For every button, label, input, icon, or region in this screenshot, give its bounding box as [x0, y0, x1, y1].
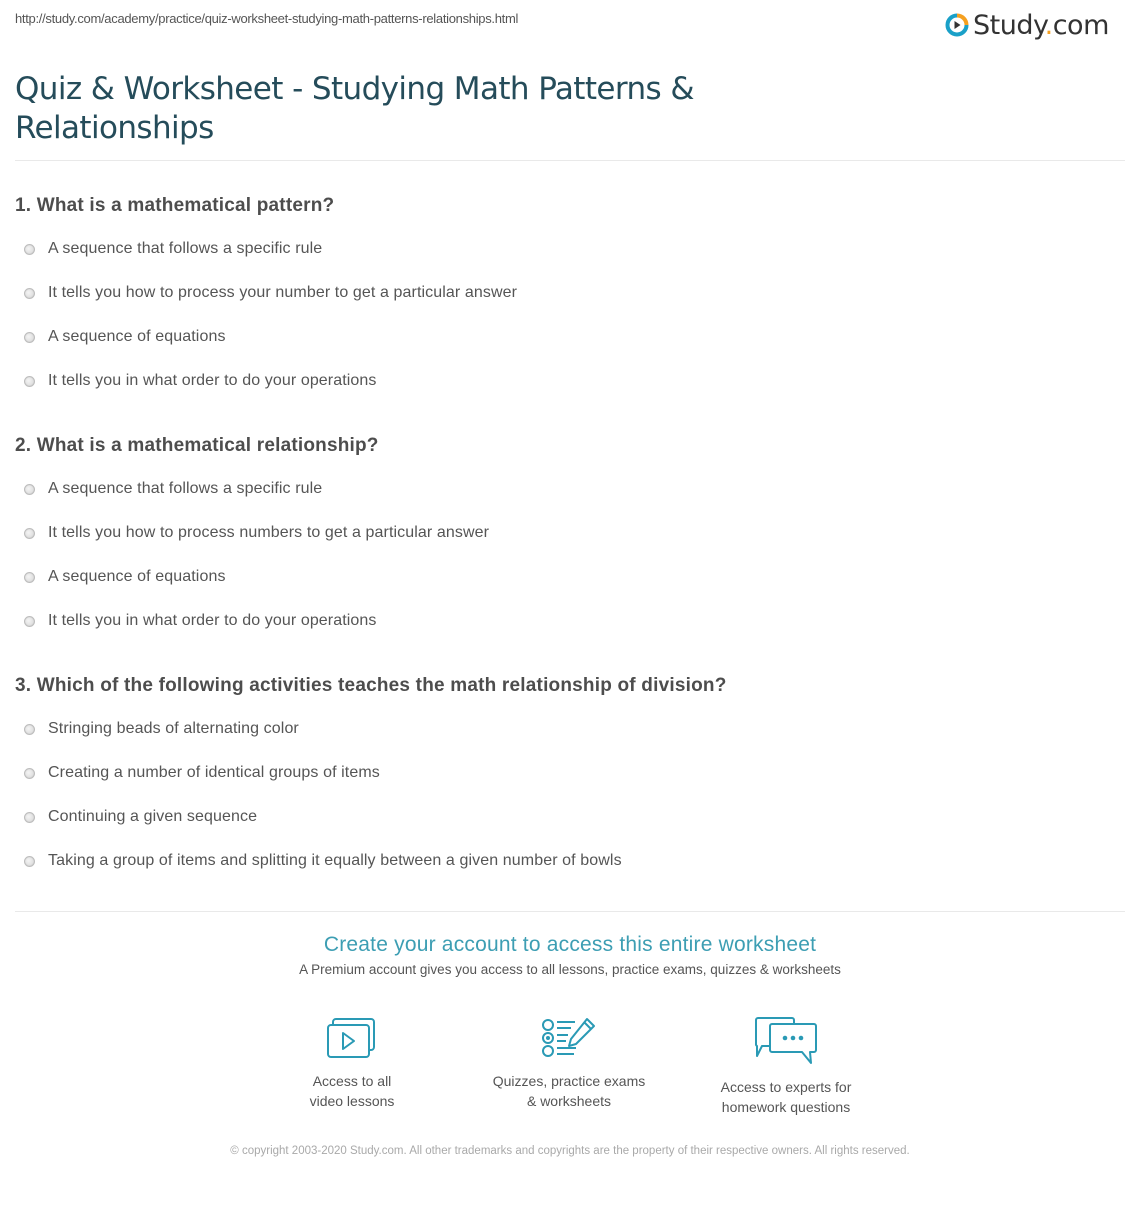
question-title: 1. What is a mathematical pattern? — [15, 195, 335, 216]
answer-list — [15, 467, 489, 643]
page-title: Quiz & Worksheet - Studying Math Patterns & Relationships — [15, 71, 694, 146]
answer-option[interactable]: It tells you in what order to do your operations — [15, 359, 517, 403]
feature-experts — [686, 1016, 886, 1117]
answer-list — [15, 707, 727, 883]
answer-option[interactable]: A sequence that follows a specific rule — [15, 467, 489, 511]
chat-bubbles-icon — [754, 1016, 818, 1066]
feature-label: Access to all video lessons — [309, 1073, 395, 1109]
answer-option[interactable]: Stringing beads of alternating color — [15, 707, 727, 751]
question-1 — [15, 194, 517, 403]
create-account-link[interactable]: Create your account to access this entire worksheet — [323, 933, 817, 956]
logo-text: Study.com — [973, 9, 1109, 41]
answer-option[interactable]: It tells you in what order to do your operations — [15, 599, 489, 643]
answer-list — [15, 227, 517, 403]
copyright-footer: © copyright 2003-2020 Study.com. All other trademarks and copyrights are the property of their respective owners. All rights reserved. — [230, 1145, 910, 1157]
radio-button[interactable] — [24, 572, 35, 583]
radio-button[interactable] — [24, 332, 35, 343]
feature-label: Access to experts for homework questions — [720, 1079, 852, 1115]
divider-bottom — [15, 911, 1125, 912]
radio-button[interactable] — [24, 812, 35, 823]
feature-video-lessons — [252, 1016, 452, 1111]
radio-button[interactable] — [24, 616, 35, 627]
answer-option[interactable]: A sequence of equations — [15, 555, 489, 599]
answer-option[interactable]: A sequence that follows a specific rule — [15, 227, 517, 271]
divider-top — [15, 160, 1125, 161]
question-title: 2. What is a mathematical relationship? — [15, 435, 379, 456]
question-title: 3. Which of the following activities teaches the math relationship of division? — [15, 675, 727, 696]
radio-button[interactable] — [24, 528, 35, 539]
radio-button[interactable] — [24, 484, 35, 495]
question-3 — [15, 674, 727, 883]
radio-button[interactable] — [24, 856, 35, 867]
answer-option[interactable]: It tells you how to process your number to get a particular answer — [15, 271, 517, 315]
quiz-checklist-icon — [540, 1016, 598, 1060]
create-account-cta — [0, 933, 1140, 977]
radio-button[interactable] — [24, 288, 35, 299]
page-url: http://study.com/academy/practice/quiz-worksheet-studying-math-patterns-relationships.html — [15, 11, 519, 26]
answer-option[interactable]: Taking a group of items and splitting it equally between a given number of bowls — [15, 839, 727, 883]
feature-quizzes — [469, 1016, 669, 1111]
answer-option[interactable]: A sequence of equations — [15, 315, 517, 359]
answer-option[interactable]: Creating a number of identical groups of items — [15, 751, 727, 795]
radio-button[interactable] — [24, 724, 35, 735]
feature-label: Quizzes, practice exams & worksheets — [492, 1073, 646, 1109]
radio-button[interactable] — [24, 244, 35, 255]
radio-button[interactable] — [24, 768, 35, 779]
play-circle-logo-icon — [945, 13, 969, 37]
study-com-logo[interactable] — [945, 8, 1109, 42]
question-2 — [15, 434, 489, 643]
answer-option[interactable]: Continuing a given sequence — [15, 795, 727, 839]
video-lessons-icon — [326, 1016, 378, 1060]
answer-option[interactable]: It tells you how to process numbers to get a particular answer — [15, 511, 489, 555]
cta-subtitle: A Premium account gives you access to all lessons, practice exams, quizzes & worksheets — [299, 962, 841, 977]
radio-button[interactable] — [24, 376, 35, 387]
